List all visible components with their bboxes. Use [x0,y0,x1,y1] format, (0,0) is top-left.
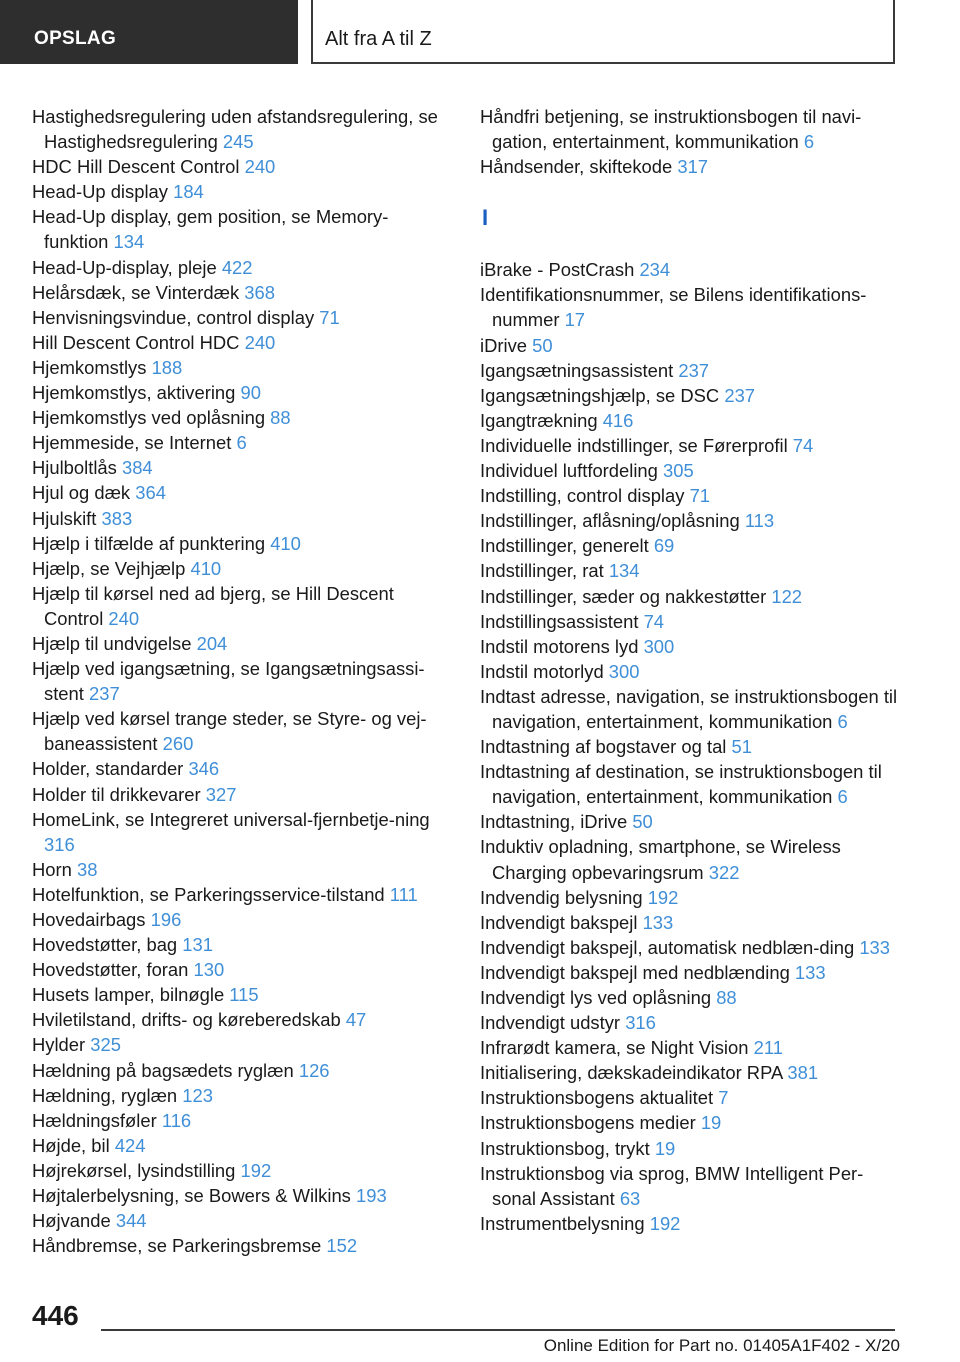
index-entry-page-link[interactable]: 234 [639,259,671,281]
index-entry-page-link[interactable]: 383 [101,507,133,529]
index-entry [32,531,452,556]
index-entry-text: Identifikationsnummer, se Bilens identifikations-nummer [480,284,867,331]
index-entry [32,1183,452,1208]
index-entry [480,104,900,154]
index-entry-page-link[interactable]: 38 [77,858,98,880]
index-entry-page-link[interactable]: 240 [108,607,140,629]
index-entry [480,935,900,960]
index-entry-text: Hjemmeside, se Internet [32,432,232,454]
footer-edition-text: Online Edition for Part no. 01405A1F402 - X/20 [543,1336,900,1355]
index-entry-page-link[interactable]: 19 [700,1112,722,1134]
index-entry-text: Hældningsføler [32,1109,157,1131]
index-entry-text: Håndbremse, se Parkeringsbremse [32,1235,322,1257]
index-entry [480,609,900,634]
index-entry [32,455,452,480]
index-entry-page-link[interactable]: 245 [222,131,254,153]
index-entry [32,204,452,254]
index-entry-page-link[interactable]: 69 [653,535,675,557]
index-entry-text: HomeLink, se Integreret universal-fjernbetje-ning [32,808,430,830]
index-entry-page-link[interactable]: 260 [162,733,194,755]
index-entry [480,910,900,935]
section-title: Alt fra A til Z [325,28,432,50]
index-entry-page-link[interactable]: 6 [803,131,815,153]
index-entry-text: Igangtrækning [480,409,598,431]
index-entry-text: Individuel luftfordeling [480,460,658,482]
index-entry-text: Hældning, ryglæn [32,1084,178,1106]
index-entry-text: Hotelfunktion, se Parkeringsservice-tilstand [32,883,385,905]
index-entry [32,932,452,957]
index-entry-page-link[interactable]: 384 [121,457,153,479]
index-entry-text: Hjulskift [32,507,97,529]
index-entry-text: Husets lamper, bilnøgle [32,984,225,1006]
index-entry-page-link[interactable]: 325 [90,1034,121,1056]
index-entry-text: Højrekørsel, lysindstilling [32,1159,236,1181]
index-entry-text: Indstillinger, rat [480,560,604,582]
index-entry [480,408,900,433]
index-entry [480,282,900,332]
index-entry-page-link[interactable]: 410 [190,557,222,579]
index-entry-text: Hviletilstand, drifts- og køreberedskab [32,1009,341,1031]
index-entry-text: Hjul og dæk [32,482,131,504]
index-entry [480,1136,900,1161]
index-entry-text: Hjemkomstlys, aktivering [32,382,236,404]
index-entry-text: Højvande [32,1210,111,1232]
index-entry-page-link[interactable]: 317 [677,156,709,178]
index-entry-page-link[interactable]: 192 [647,886,679,908]
index-entry-page-link[interactable]: 88 [716,987,737,1008]
index-entry-text: Instruktionsbog, trykt [480,1137,650,1159]
page-number: 446 [32,1300,79,1331]
index-entry-page-link[interactable]: 344 [115,1210,147,1232]
index-entry-page-link[interactable]: 90 [240,382,261,404]
index-entry [32,1133,452,1158]
index-entry-page-link[interactable]: 126 [298,1059,330,1081]
index-entry [480,759,900,809]
index-entry-text: Indstil motorlyd [480,660,604,682]
index-entry-page-link[interactable]: 237 [678,359,710,381]
index-entry-text: Instruktionsbogens medier [480,1112,696,1134]
index-entry-text: Indvendigt bakspejl [480,911,638,933]
index-entry-text: Håndsender, skiftekode [480,156,673,178]
index-entry [480,960,900,985]
index-entry-page-link[interactable]: 19 [654,1137,676,1159]
index-entry-text: Holder, standarder [32,758,184,780]
index-entry-page-link[interactable]: 134 [113,231,145,253]
index-entry-page-link[interactable]: 192 [649,1212,681,1234]
index-entry-page-link[interactable]: 123 [182,1084,213,1106]
index-entry-page-link[interactable]: 122 [771,585,803,607]
index-entry [32,1158,452,1183]
index-entry-text: Initialisering, dækskadeindikator RPA [480,1062,783,1084]
header-tab-opslag[interactable] [0,0,298,64]
index-entry-page-link[interactable]: 134 [608,560,640,582]
index-entry-page-link[interactable]: 88 [270,407,291,429]
index-entry [32,179,452,204]
index-entry-text: Hjælp til kørsel ned ad bjerg, se Hill Descent Control [32,582,394,629]
index-entry-text: Hjælp ved kørsel trange steder, se Styre- og vej-baneassistent [32,708,427,755]
index-entry [480,483,900,508]
index-entry-text: Infrarødt kamera, se Night Vision [480,1037,749,1059]
index-entry-text: Indstillinger, generelt [480,535,649,557]
index-entry [480,533,900,558]
index-entry [32,882,452,907]
index-entry [480,809,900,834]
index-entry-page-link[interactable]: 424 [114,1134,146,1156]
index-entry [32,656,452,706]
index-list-right-top [480,104,900,179]
index-entry-text: Igangsætningshjælp, se DSC [480,384,720,406]
index-entry-text: Indvendigt udstyr [480,1012,621,1034]
index-entry-text: Indstil motorens lyd [480,635,639,657]
index-entry-page-link[interactable]: 381 [787,1062,819,1084]
header-section-title-box [311,0,895,64]
index-entry-page-link[interactable]: 74 [792,434,814,456]
index-entry-text: Hovedairbags [32,909,146,930]
index-entry-page-link[interactable]: 192 [240,1159,272,1181]
index-entry-page-link[interactable]: 316 [44,833,75,855]
index-entry-page-link[interactable]: 63 [619,1187,641,1209]
index-entry-page-link[interactable]: 71 [319,306,340,328]
index-entry-text: Indtastning, iDrive [480,811,628,833]
index-column-left [32,104,452,1258]
index-entry [32,706,452,756]
header-tab-label: OPSLAG [34,28,117,49]
index-entry [32,907,452,932]
index-entry-page-link[interactable]: 237 [89,683,120,705]
index-entry-page-link[interactable]: 211 [753,1037,783,1059]
index-entry-text: Indvendigt bakspejl med nedblænding [480,961,790,983]
index-entry [32,807,452,857]
index-entry [32,982,452,1007]
index-entry [480,333,900,358]
index-entry [480,834,900,884]
index-entry-page-link[interactable]: 322 [708,861,740,883]
index-entry-page-link[interactable]: 133 [642,911,674,933]
index-entry-text: Indstillinger, sæder og nakkestøtter [480,585,767,607]
index-entry [480,257,900,282]
index-entry [480,985,900,1010]
index-entry [480,659,900,684]
index-entry [480,885,900,910]
index-entry [32,380,452,405]
index-entry-page-link[interactable]: 237 [724,384,756,406]
index-entry [480,1161,900,1211]
index-entry [32,1233,452,1258]
index-entry [480,1110,900,1135]
index-entry-text: Indvendig belysning [480,886,643,908]
index-entry [32,104,452,154]
index-entry-text: Indtastning af bogstaver og tal [480,736,727,758]
index-entry-text: Induktiv opladning, smartphone, se Wireless Charging opbevaringsrum [480,836,841,883]
index-entry [480,634,900,659]
index-entry [32,405,452,430]
index-list-right-bottom [480,257,900,1236]
index-entry [32,581,452,631]
index-entry [480,508,900,533]
index-entry-text: Hjemkomstlys [32,356,147,378]
index-entry-text: Indvendigt lys ved oplåsning [480,987,712,1008]
index-entry-page-link[interactable]: 204 [196,632,228,654]
index-entry-text: Indstillinger, aflåsning/oplåsning [480,510,740,532]
index-entry-text: Horn [32,858,72,880]
index-entry [480,1060,900,1085]
index-entry-page-link[interactable]: 131 [182,934,213,956]
index-entry-text: Hjælp ved igangsætning, se Igangsætningsassi-stent [32,658,425,705]
index-entry-text: Henvisningsvindue, control display [32,306,315,328]
index-entry [32,556,452,581]
index-entry-page-link[interactable]: 115 [229,984,259,1006]
index-entry [480,154,900,179]
index-entry-text: Individuelle indstillinger, se Førerprofil [480,434,788,456]
index-entry [32,857,452,882]
index-entry-page-link[interactable]: 17 [564,309,586,331]
index-entry-page-link[interactable]: 111 [389,883,418,905]
index-entry [480,584,900,609]
index-entry-page-link[interactable]: 416 [602,409,634,431]
index-entry [32,1058,452,1083]
index-entry-page-link[interactable]: 113 [744,510,775,532]
index-entry [480,734,900,759]
index-entry-page-link[interactable]: 50 [532,334,553,356]
index-entry [32,957,452,982]
index-entry-text: Holder til drikkevarer [32,783,201,805]
index-entry-page-link[interactable]: 71 [689,485,711,507]
index-entry [32,330,452,355]
index-entry-text: iDrive [480,334,528,356]
index-entry-page-link[interactable]: 130 [193,959,225,981]
index-entry-text: Instruktionsbogens aktualitet [480,1087,714,1109]
index-entry-text: Hjemkomstlys ved oplåsning [32,407,266,429]
index-entry-page-link[interactable]: 368 [244,281,275,303]
index-entry-page-link[interactable]: 74 [643,610,665,632]
index-entry-text: Hjulboltlås [32,457,117,479]
index-entry-text: Hovedstøtter, foran [32,959,189,981]
index-entry-page-link[interactable]: 327 [205,783,237,805]
index-entry-page-link[interactable]: 6 [837,786,848,808]
index-entry-page-link[interactable]: 6 [236,432,247,454]
index-list-left [32,104,452,1258]
index-entry-page-link[interactable]: 133 [859,936,890,958]
index-entry [480,433,900,458]
index-entry-page-link[interactable]: 50 [632,811,653,833]
index-entry [480,558,900,583]
index-entry [480,1035,900,1060]
index-entry-text: HDC Hill Descent Control [32,156,240,178]
index-entry-page-link[interactable]: 116 [161,1109,192,1131]
index-entry-text: Højtalerbelysning, se Bowers & Wilkins [32,1185,351,1207]
index-entry-text: Igangsætningsassistent [480,359,674,381]
index-entry-text: Head-Up-display, pleje [32,256,217,278]
index-entry-text: Instrumentbelysning [480,1212,645,1234]
index-entry [32,480,452,505]
index-entry [480,458,900,483]
index-entry [480,358,900,383]
index-entry [32,1208,452,1233]
index-entry [480,1085,900,1110]
index-entry [480,684,900,734]
index-entry-text: Hill Descent Control HDC [32,331,240,353]
index-entry [32,1108,452,1133]
index-entry-page-link[interactable]: 316 [625,1012,656,1034]
index-entry [32,280,452,305]
index-entry-text: Hovedstøtter, bag [32,934,178,956]
index-entry-text: Indtast adresse, navigation, se instruktionsbogen til navigation, entertainment, kommunikation [480,685,898,732]
index-entry-page-link[interactable]: 422 [221,256,253,278]
index-entry [32,1083,452,1108]
index-entry-text: Hastighedsregulering uden afstandsregulering, se Hastighedsregulering [32,106,438,153]
index-entry-text: Hjælp, se Vejhjælp [32,557,186,579]
index-entry-page-link[interactable]: 346 [188,758,220,780]
index-entry-text: Helårsdæk, se Vinterdæk [32,281,240,303]
index-entry [480,383,900,408]
index-entry-page-link[interactable]: 152 [326,1235,358,1257]
index-entry [480,1211,900,1236]
index-entry-text: iBrake - PostCrash [480,259,635,281]
index-entry [32,506,452,531]
index-entry-text: Hældning på bagsædets ryglæn [32,1059,294,1081]
index-entry-page-link[interactable]: 240 [244,156,276,178]
index-entry-page-link[interactable]: 188 [151,356,183,378]
index-entry [32,355,452,380]
index-entry-text: Højde, bil [32,1134,110,1156]
index-entry-page-link[interactable]: 133 [794,961,826,983]
index-entry-page-link[interactable]: 410 [270,532,301,554]
index-entry-text: Hjælp i tilfælde af punktering [32,532,266,554]
index-entry-text: Hjælp til undvigelse [32,632,192,654]
index-entry-page-link[interactable]: 6 [837,710,848,732]
section-letter-heading: I [482,205,489,231]
index-entry [32,1032,452,1057]
index-entry-text: Indstilling, control display [480,485,685,507]
index-entry-text: Head-Up display [32,181,168,203]
index-entry-page-link[interactable]: 305 [663,460,694,482]
footer-divider [101,1329,895,1331]
index-entry-text: Indtastning af destination, se instruktionsbogen til navigation, entertainment, kommunikation [480,761,882,808]
index-entry-page-link[interactable]: 184 [173,181,204,203]
index-entry [480,1010,900,1035]
index-entry-text: Håndfri betjening, se instruktionsbogen til navi-gation, entertainment, kommunikation [480,106,862,153]
index-entry-text: Hylder [32,1034,86,1056]
index-entry-page-link[interactable]: 193 [356,1185,387,1207]
index-column-right [480,104,900,1236]
index-entry [32,255,452,280]
index-entry [32,154,452,179]
index-entry [32,305,452,330]
index-entry [32,782,452,807]
index-entry-page-link[interactable]: 300 [643,635,675,657]
index-entry-page-link[interactable]: 364 [135,482,166,504]
index-entry [32,430,452,455]
index-entry-page-link[interactable]: 51 [731,736,752,758]
index-entry-page-link[interactable]: 196 [150,909,182,930]
index-entry-page-link[interactable]: 300 [608,660,640,682]
index-entry-text: Instruktionsbog via sprog, BMW Intelligent Per-sonal Assistant [480,1162,864,1209]
index-entry [32,631,452,656]
index-entry [32,1007,452,1032]
index-entry [32,756,452,781]
index-entry-text: Head-Up display, gem position, se Memory-funktion [32,206,389,253]
index-entry-page-link[interactable]: 7 [718,1087,729,1109]
index-entry-text: Indstillingsassistent [480,610,639,632]
index-entry-page-link[interactable]: 47 [345,1009,367,1031]
index-entry-page-link[interactable]: 240 [244,331,276,353]
index-entry-text: Indvendigt bakspejl, automatisk nedblæn-ding [480,936,855,958]
